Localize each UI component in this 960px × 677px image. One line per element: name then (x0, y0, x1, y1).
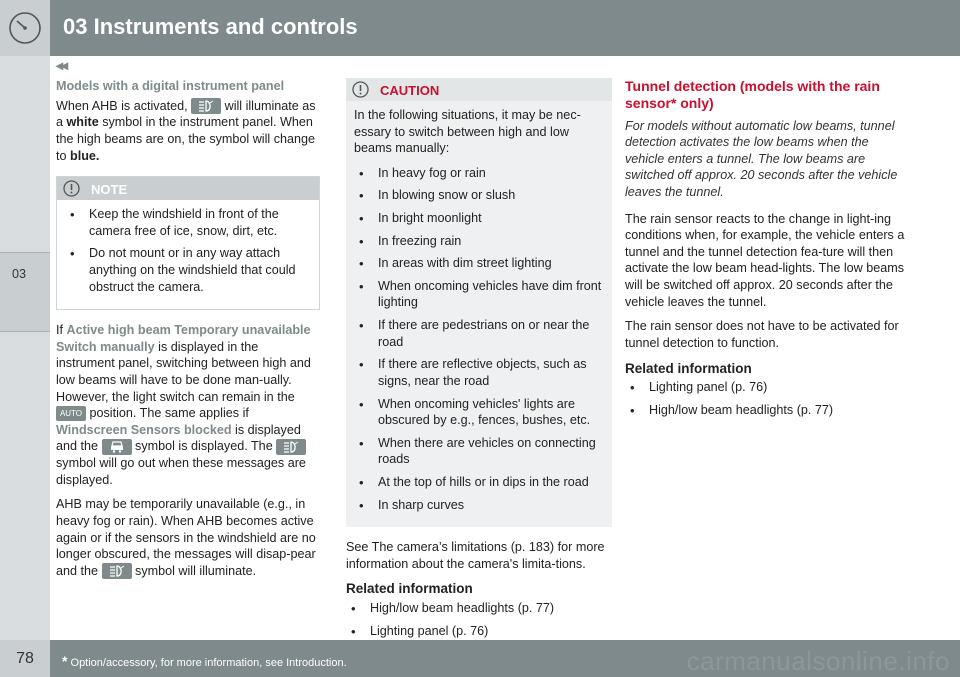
chapter-tab[interactable] (0, 252, 50, 332)
related-info-heading: Related information (625, 360, 752, 376)
list-item: • When there are vehicles on connecting roads (354, 435, 604, 468)
page-footer (0, 640, 960, 677)
column-3 (625, 78, 907, 425)
list-item: • At the top of hills or in dips in the road (354, 474, 604, 491)
paragraph-ahb-temporary: AHB may be temporarily unavailable (e.g., in heavy fog or rain). When AHB becomes active again or if the sensors in the windshield are no longer obscured, the messages will disap-pear and the symbol will illuminate. (56, 497, 316, 578)
paragraph-ahb-activation: When AHB is activated, will illuminate as a white symbol in the instrument panel. When the high beams are on, the symbol will change to blue. (56, 98, 316, 163)
list-item: • Do not mount or in any way attach anything on the windshield that could obstruct the camera. (65, 245, 311, 295)
caution-intro: In the following situations, it may be nec-essary to switch between high and low beams manually: (354, 108, 581, 156)
list-item: • If there are reflective objects, such as signs, near the road (354, 356, 604, 389)
related-link[interactable]: • Lighting panel (p. 76) (625, 379, 907, 396)
ahb-symbol-icon (191, 98, 221, 114)
tunnel-paragraph-2: The rain sensor does not have to be activated for tunnel detection to function. (625, 319, 899, 350)
info-icon (63, 180, 80, 202)
column-1 (56, 78, 320, 587)
list-item: • In bright moonlight (354, 210, 604, 227)
note-title: NOTE (91, 182, 128, 198)
list-item: • In blowing snow or slush (354, 187, 604, 204)
page-header (0, 0, 960, 56)
related-list (346, 600, 612, 639)
list-item: • Keep the windshield in front of the camera free of ice, snow, dirt, etc. (65, 206, 311, 239)
camera-limitations-link[interactable]: See The camera’s limitations (p. 183) for more information about the camera's limita-tions. (346, 540, 605, 571)
column-2 (346, 78, 612, 645)
list-item: • If there are pedestrians on or near the road (354, 317, 604, 350)
car-warning-icon (102, 439, 132, 455)
list-item: • In sharp curves (354, 497, 604, 514)
auto-symbol-icon: AUTO (56, 406, 86, 421)
related-info-heading: Related information (346, 581, 473, 597)
list-item: • In heavy fog or rain (354, 165, 604, 182)
ahb-symbol-icon (102, 563, 132, 579)
section-subheading: Models with a digital instrument panel (56, 79, 285, 93)
caution-box (346, 78, 612, 527)
list-item: • When oncoming vehicles' lights are obscured by e.g., fences, bushes, etc. (354, 396, 604, 429)
list-item: • When oncoming vehicles have dim front lighting (354, 278, 604, 311)
chapter-title: 03 Instruments and controls (63, 14, 358, 39)
footer-note: * Option/accessory, for more information, see Introduction. (62, 653, 347, 669)
back-nav-icon[interactable]: ◂◂ (56, 57, 67, 73)
related-link[interactable]: • Lighting panel (p. 76) (346, 623, 612, 640)
warning-icon (352, 81, 369, 103)
chapter-tab-label: 03 (12, 267, 27, 281)
ahb-symbol-icon (276, 439, 306, 455)
note-box (56, 176, 320, 310)
related-list (625, 379, 907, 418)
speedometer-icon (0, 0, 50, 56)
chapter-sidebar (0, 56, 50, 640)
related-link[interactable]: • High/low beam headlights (p. 77) (625, 402, 907, 419)
tunnel-paragraph-1: The rain sensor reacts to the change in light-ing conditions when, for example, the vehicle enters a tunnel and the tunnel detection fea-ture will then activate the low beam head-lights. The low beams will be switched off approx. 20 seconds after the vehicle leaves the tunnel. (625, 211, 905, 309)
list-item: • In areas with dim street lighting (354, 255, 604, 272)
list-item: • In freezing rain (354, 233, 604, 250)
caution-list (354, 165, 604, 513)
caution-title: CAUTION (380, 83, 440, 98)
watermark: carmanualsonline.info (686, 646, 950, 676)
page-number: 78 (0, 640, 50, 677)
tunnel-detection-heading: Tunnel detection (models with the rain sensor* only) (625, 78, 880, 111)
note-list (65, 206, 311, 295)
related-link[interactable]: • High/low beam headlights (p. 77) (346, 600, 612, 617)
paragraph-ahb-unavailable: If Active high beam Temporary unavailable Switch manually is displayed in the instrument panel, switching between high and low beams will have to be done man-ually. However, the light switch can remain in the AUTO position. The same applies if Windscreen Sensors blocked is displayed and the symbol is displayed. The symbol will go out when these messages are displayed. (56, 323, 311, 487)
message-windscreen-sensors: Windscreen Sensors blocked (56, 422, 232, 437)
tunnel-intro: For models without automatic low beams, tunnel detection activates the low beams when the vehicle enters a tunnel. The low beams are switched off approx. 20 seconds after the vehicle leaves the tunnel. (625, 118, 898, 200)
message-active-high-beam: Active high beam Temporary unavailable Switch manually (56, 323, 311, 354)
